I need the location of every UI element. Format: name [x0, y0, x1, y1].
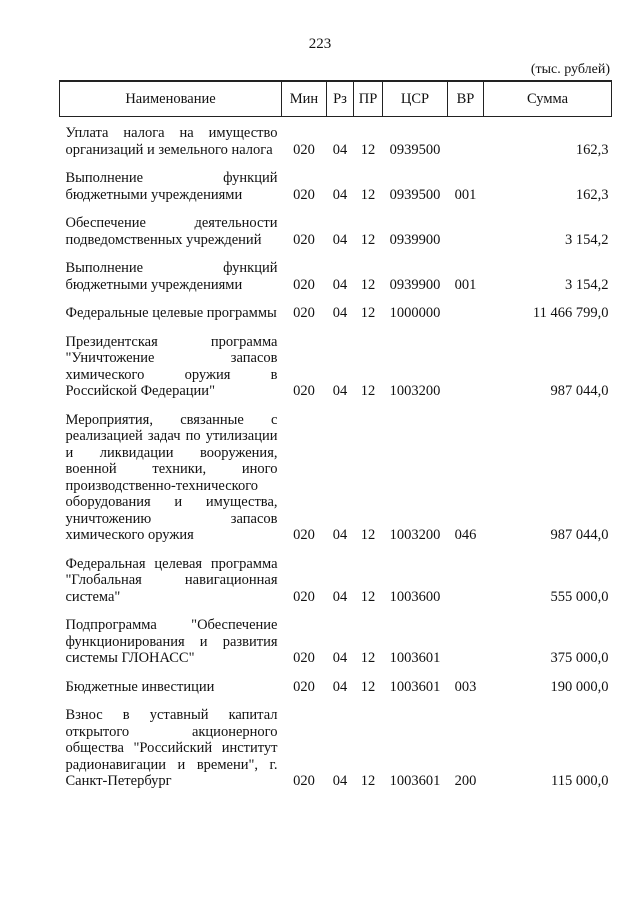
table-body	[60, 117, 612, 790]
header-vr: ВР	[448, 81, 484, 117]
row-pr: 12	[360, 305, 376, 321]
row-min: 020	[293, 231, 315, 248]
row-sum: 3 154,2	[565, 276, 609, 293]
row-vr	[448, 544, 484, 606]
row-name: Выполнение функций бюджетными учреждениями	[65, 260, 278, 293]
row-sum: 987 044,0	[550, 527, 609, 543]
row-csr: 1003601	[389, 678, 441, 695]
table-row	[60, 293, 612, 322]
table-row	[60, 667, 612, 696]
row-vr: 001	[454, 186, 477, 203]
table-row	[60, 605, 612, 667]
row-vr	[448, 117, 484, 159]
row-sum: 555 000,0	[550, 588, 609, 605]
row-name: Федеральные целевые программы	[65, 305, 277, 321]
row-vr	[448, 605, 484, 667]
row-sum: 375 000,0	[550, 650, 609, 666]
budget-table	[59, 80, 612, 790]
table-header-row	[60, 81, 612, 117]
table-row	[60, 203, 612, 248]
row-name: Выполнение функций бюджетными учреждениями	[65, 170, 278, 203]
row-pr: 12	[360, 773, 376, 789]
row-name: Мероприятия, связанные с реализацией задач по утилизации и ликвидации вооружения, военной техники, иного производственно-технического оборудования и имущества, уничтожению запасов химического оружия	[65, 411, 278, 543]
row-name: Уплата налога на имущество организаций и земельного налога	[65, 125, 278, 158]
row-min: 020	[293, 141, 315, 158]
row-vr	[448, 293, 484, 322]
header-pr: ПР	[354, 81, 383, 117]
row-min: 020	[293, 588, 315, 605]
row-min: 020	[293, 773, 315, 789]
row-sum: 11 466 799,0	[532, 305, 609, 321]
row-pr: 12	[360, 231, 376, 248]
row-csr: 1003600	[389, 588, 441, 605]
row-pr: 12	[360, 588, 376, 605]
row-name: Подпрограмма "Обеспечение функционирования и развития системы ГЛОНАСС"	[65, 617, 278, 666]
header-min: Мин	[282, 81, 327, 117]
row-name: Бюджетные инвестиции	[65, 678, 215, 695]
row-rz: 04	[332, 186, 348, 203]
row-csr: 0939500	[389, 186, 441, 203]
header-sum: Сумма	[484, 81, 612, 117]
row-sum: 162,3	[575, 141, 609, 158]
row-csr: 0939900	[389, 276, 441, 293]
row-sum: 162,3	[575, 186, 609, 203]
row-pr: 12	[360, 678, 376, 695]
header-name: Наименование	[60, 81, 282, 117]
row-csr: 0939500	[389, 141, 441, 158]
row-sum: 115 000,0	[551, 773, 609, 789]
row-pr: 12	[360, 186, 376, 203]
row-rz: 04	[332, 305, 348, 321]
header-csr: ЦСР	[383, 81, 448, 117]
row-name: Обеспечение деятельности подведомственных учреждений	[65, 215, 278, 248]
row-min: 020	[293, 383, 315, 399]
page-number: 223	[308, 36, 332, 52]
row-csr: 1003601	[389, 773, 441, 789]
row-vr: 001	[454, 276, 477, 293]
table-row	[60, 400, 612, 544]
row-pr: 12	[360, 383, 376, 399]
row-min: 020	[293, 650, 315, 666]
table-row	[60, 117, 612, 159]
row-rz: 04	[332, 678, 348, 695]
row-sum: 190 000,0	[550, 678, 609, 695]
row-vr: 046	[454, 527, 477, 543]
row-rz: 04	[332, 527, 348, 543]
row-pr: 12	[360, 527, 376, 543]
row-min: 020	[293, 527, 315, 543]
row-min: 020	[293, 276, 315, 293]
row-rz: 04	[332, 650, 348, 666]
row-vr	[448, 203, 484, 248]
row-rz: 04	[332, 383, 348, 399]
table-row	[60, 322, 612, 400]
row-rz: 04	[332, 588, 348, 605]
row-rz: 04	[332, 231, 348, 248]
row-rz: 04	[332, 773, 348, 789]
row-pr: 12	[360, 276, 376, 293]
row-csr: 1000000	[389, 305, 441, 321]
units-label: (тыс. рублей)	[530, 62, 610, 77]
row-min: 020	[293, 678, 315, 695]
row-sum: 3 154,2	[565, 231, 609, 248]
table-row	[60, 158, 612, 203]
row-min: 020	[293, 186, 315, 203]
row-csr: 0939900	[389, 231, 441, 248]
row-csr: 1003601	[389, 650, 441, 666]
row-name: Федеральная целевая программа "Глобальная навигационная система"	[65, 555, 278, 605]
row-csr: 1003200	[389, 383, 441, 399]
row-vr	[448, 322, 484, 400]
row-rz: 04	[332, 141, 348, 158]
row-pr: 12	[360, 650, 376, 666]
row-name: Президентская программа "Уничтожение запасов химического оружия в Российской Федерации"	[65, 333, 278, 399]
table-row	[60, 544, 612, 606]
row-csr: 1003200	[389, 527, 441, 543]
row-sum: 987 044,0	[550, 383, 609, 399]
table-row	[60, 695, 612, 790]
table-row	[60, 248, 612, 293]
header-rz: Рз	[327, 81, 354, 117]
row-rz: 04	[332, 276, 348, 293]
row-pr: 12	[360, 141, 376, 158]
row-name: Взнос в уставный капитал открытого акционерного общества "Российский институт радионавигации и времени", г. Санкт-Петербург	[65, 707, 278, 789]
row-vr: 003	[454, 678, 477, 695]
row-min: 020	[293, 305, 315, 321]
row-vr: 200	[454, 773, 477, 789]
